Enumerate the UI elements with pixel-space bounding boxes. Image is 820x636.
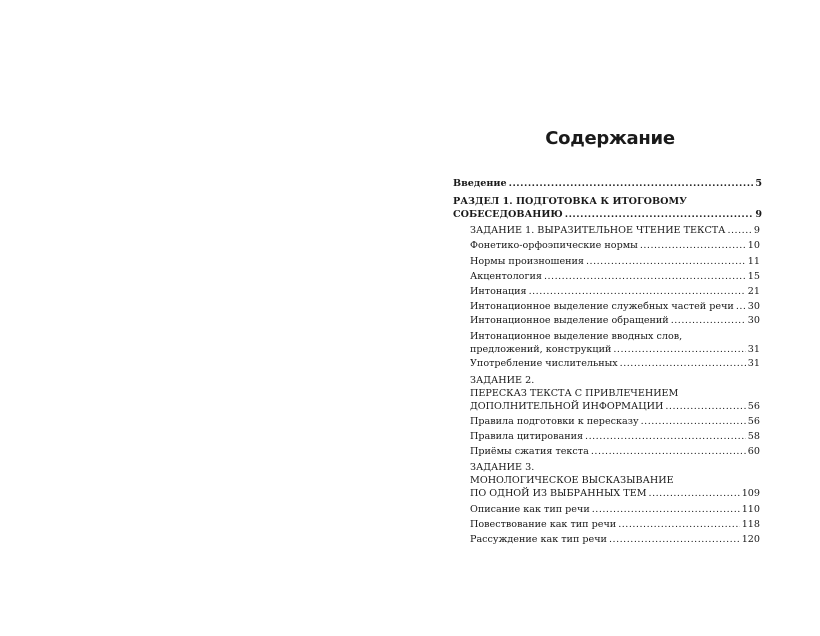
toc-entry-title: Фонетико-орфоэпические нормы (470, 240, 638, 251)
toc-entry-line (470, 445, 760, 458)
toc-entry-line (470, 239, 760, 252)
toc-entry-line (470, 387, 760, 400)
toc-entry-line (470, 415, 760, 428)
toc-entry-line (470, 255, 760, 268)
dot-leader (586, 255, 746, 268)
toc-page-number: 10 (747, 240, 760, 251)
toc-page-number: 120 (741, 534, 760, 545)
toc-entry-title: Приёмы сжатия текста (470, 446, 589, 457)
toc-page-number: 30 (747, 301, 760, 312)
toc-entry (470, 285, 760, 298)
dot-leader (727, 224, 751, 237)
toc-entry-line (470, 430, 760, 443)
toc-entry (470, 330, 760, 356)
toc-entry-line (470, 400, 760, 413)
toc-entry-title: СОБЕСЕДОВАНИЮ (453, 209, 563, 220)
toc-entry-title: Описание как тип речи (470, 504, 590, 515)
toc-entry-line (470, 330, 760, 343)
toc-entry-line (470, 533, 760, 546)
dot-leader (671, 314, 746, 327)
dot-leader (620, 357, 746, 370)
toc-entry-line (470, 518, 760, 531)
toc-entry-line (470, 487, 760, 500)
toc-page-number: 56 (747, 401, 760, 412)
toc-entry-title: Интонация (470, 286, 527, 297)
toc-entry-title: Введение (453, 178, 507, 189)
toc-entry-title: ПЕРЕСКАЗ ТЕКСТА С ПРИВЛЕЧЕНИЕМ (470, 388, 679, 399)
toc-entry-line (470, 224, 760, 237)
toc-entry-line (453, 208, 762, 221)
toc-entry (470, 357, 760, 370)
toc-entry-line (470, 374, 760, 387)
toc-entry-title: Акцентология (470, 271, 542, 282)
dot-leader (649, 487, 740, 500)
toc-entry-title: Интонационное выделение служебных частей речи (470, 301, 734, 312)
dot-leader (509, 177, 754, 190)
toc-entry (470, 533, 760, 546)
toc-page-number: 21 (747, 286, 760, 297)
toc-page-number: 30 (747, 315, 760, 326)
toc-entry-line (453, 195, 762, 208)
toc-entry-line (470, 285, 760, 298)
toc-entry (470, 461, 760, 500)
toc-page-number: 9 (753, 225, 760, 236)
toc-entry-line (470, 270, 760, 283)
toc-entry-title: ЗАДАНИЕ 3. (470, 462, 535, 473)
toc-entry-title: Рассуждение как тип речи (470, 534, 607, 545)
toc-entry-line (470, 343, 760, 356)
toc-entry-line (453, 177, 762, 190)
toc-page-number: 109 (741, 488, 760, 499)
toc-page-number: 11 (747, 256, 760, 267)
toc-page-number: 118 (741, 519, 760, 530)
toc-entry-title: предложений, конструкций (470, 344, 612, 355)
toc-entry-line (470, 461, 760, 474)
toc-entry-title: ДОПОЛНИТЕЛЬНОЙ ИНФОРМАЦИИ (470, 401, 664, 412)
toc-entry-title: ПО ОДНОЙ ИЗ ВЫБРАННЫХ ТЕМ (470, 488, 647, 499)
toc-page-number: 31 (747, 358, 760, 369)
toc-entry (470, 518, 760, 531)
toc-entry-line (470, 300, 760, 313)
toc-entry (470, 415, 760, 428)
toc-entry-title: Нормы произношения (470, 256, 584, 267)
dot-leader (544, 270, 746, 283)
toc-entry (470, 430, 760, 443)
dot-leader (529, 285, 746, 298)
toc-entry-title: Употребление числительных (470, 358, 618, 369)
dot-leader (585, 430, 746, 443)
toc-page-number: 5 (755, 178, 762, 189)
toc-entry (470, 224, 760, 237)
toc-page-number: 31 (747, 344, 760, 355)
toc-entry-line (470, 474, 760, 487)
toc-page-number: 60 (747, 446, 760, 457)
dot-leader (591, 445, 746, 458)
toc-entry (470, 374, 760, 413)
toc-page-number: 15 (747, 271, 760, 282)
toc-entry-title: Интонационное выделение вводных слов, (470, 331, 683, 342)
toc-entry (470, 239, 760, 252)
dot-leader (736, 300, 746, 313)
toc-page-number: 56 (747, 416, 760, 427)
toc-entry-line (470, 503, 760, 516)
toc-entry-line (470, 357, 760, 370)
toc-entry (453, 195, 762, 221)
toc-entry (470, 270, 760, 283)
dot-leader (641, 415, 746, 428)
toc-entry (470, 314, 760, 327)
dot-leader (592, 503, 740, 516)
toc-entry (470, 445, 760, 458)
dot-leader (665, 400, 745, 413)
toc-entry-title: ЗАДАНИЕ 2. (470, 375, 535, 386)
toc-page-number: 58 (747, 431, 760, 442)
toc-entry-title: РАЗДЕЛ 1. ПОДГОТОВКА К ИТОГОВОМУ (453, 196, 687, 207)
toc-entry (470, 503, 760, 516)
toc-entry (470, 300, 760, 313)
dot-leader (565, 208, 754, 221)
dot-leader (609, 533, 740, 546)
toc-entry-title: Правила подготовки к пересказу (470, 416, 639, 427)
toc-page-number: 9 (755, 209, 762, 220)
toc-entry-title: МОНОЛОГИЧЕСКОЕ ВЫСКАЗЫВАНИЕ (470, 475, 674, 486)
toc-entry (453, 177, 762, 190)
toc-entry-title: Интонационное выделение обращений (470, 315, 669, 326)
toc-entry-title: Правила цитирования (470, 431, 584, 442)
toc-entry-title: Повествование как тип речи (470, 519, 617, 530)
dot-leader (613, 343, 745, 356)
toc-entry-title: ЗАДАНИЕ 1. ВЫРАЗИТЕЛЬНОЕ ЧТЕНИЕ ТЕКСТА (470, 225, 726, 236)
dot-leader (640, 239, 746, 252)
page-title: Содержание (545, 128, 675, 149)
toc-page-number: 110 (741, 504, 760, 515)
toc-entry (470, 255, 760, 268)
dot-leader (618, 518, 740, 531)
toc-entry-line (470, 314, 760, 327)
